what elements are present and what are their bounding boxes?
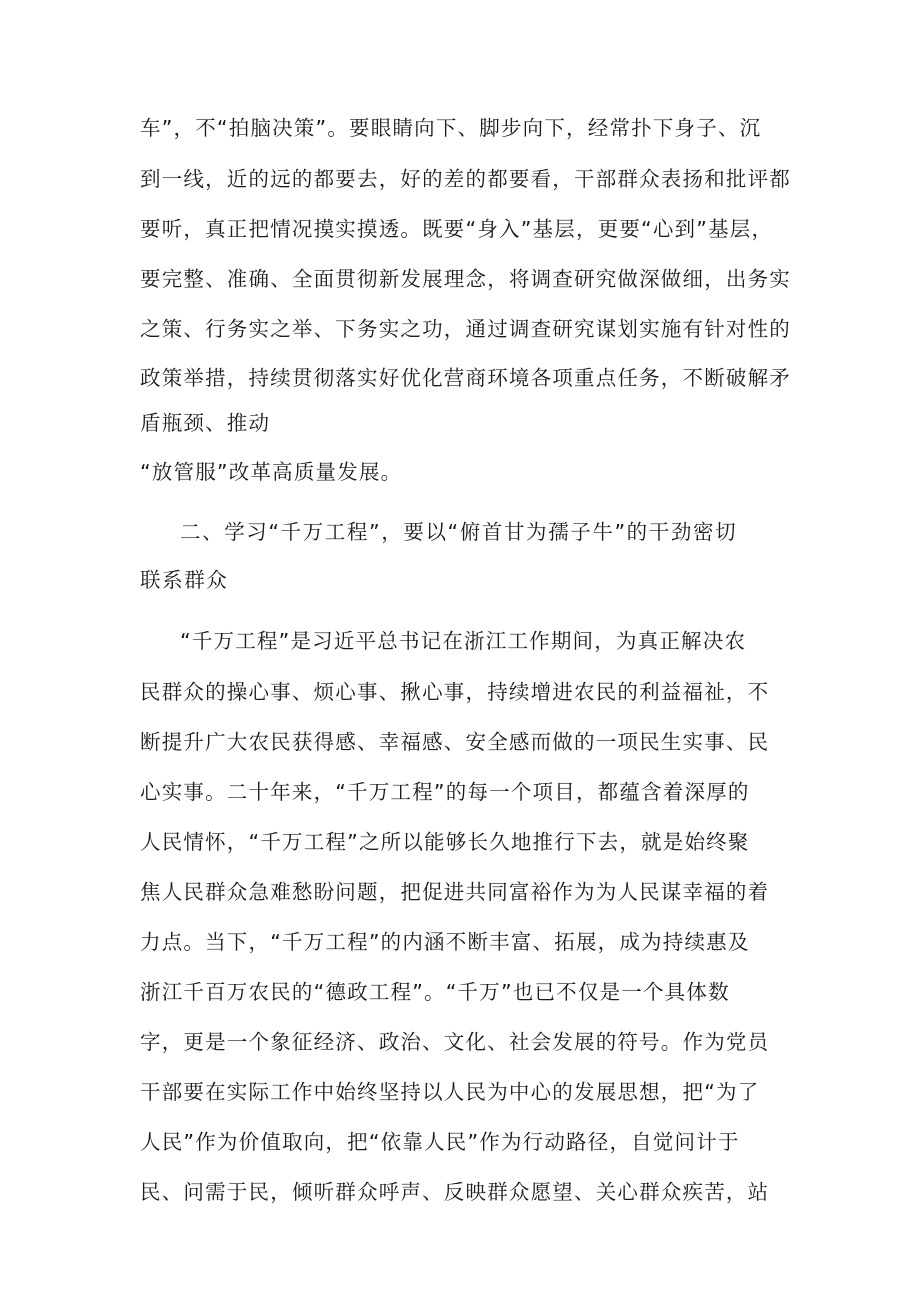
body-line: 盾瓶颈、推动 [140, 411, 271, 435]
body-line: 干部要在实际工作中始终坚持以人民为中心的发展思想，把“为了 [140, 1080, 760, 1104]
paragraph-first-line: “千万工程”是习近平总书记在浙江工作期间，为真正解决农 [180, 629, 747, 653]
body-line: 到一线，近的远的都要去，好的差的都要看，干部群众表扬和批评都 [140, 167, 791, 191]
body-line: 要完整、准确、全面贯彻新发展理念，将调查研究做深做细，出务实 [140, 267, 791, 291]
section-heading-continued: 联系群众 [140, 568, 229, 592]
body-line: 心实事。二十年来，“千万工程”的每一个项目，都蕴含着深厚的 [140, 780, 750, 804]
body-line: 力点。当下，“千万工程”的内涵不断丰富、拓展，成为持续惠及 [140, 930, 750, 954]
body-line: 之策、行务实之举、下务实之功，通过调查研究谋划实施有针对性的 [140, 317, 791, 341]
body-line: “放管服”改革高质量发展。 [140, 460, 403, 484]
body-line: 民群众的操心事、烦心事、揪心事，持续增进农民的利益福祉，不 [140, 680, 770, 704]
body-line: 车”，不“拍脑决策”。要眼睛向下、脚步向下，经常扑下身子、沉 [140, 116, 762, 140]
body-line: 断提升广大农民获得感、幸福感、安全感而做的一项民生实事、民 [140, 730, 770, 754]
body-line: 人民情怀，“千万工程”之所以能够长久地推行下去，就是始终聚 [140, 830, 750, 854]
body-line: 民、问需于民，倾听群众呼声、反映群众愿望、关心群众疾苦，站 [140, 1180, 770, 1204]
body-line: 要听，真正把情况摸实摸透。既要“身入”基层，更要“心到”基层， [140, 217, 774, 241]
body-line: 政策举措，持续贯彻落实好优化营商环境各项重点任务，不断破解矛 [140, 366, 791, 390]
section-heading: 二、学习“千万工程”，要以“俯首甘为孺子牛”的干劲密切 [180, 520, 738, 544]
body-line: 浙江千百万农民的“德政工程”。“千万”也已不仅是一个具体数 [140, 980, 730, 1004]
body-line: 焦人民群众急难愁盼问题，把促进共同富裕作为为人民谋幸福的着 [140, 880, 770, 904]
body-line: 人民”作为价值取向，把“依靠人民”作为行动路径，自觉问计于 [140, 1130, 740, 1154]
body-line: 字，更是一个象征经济、政治、文化、社会发展的符号。作为党员 [140, 1030, 770, 1054]
